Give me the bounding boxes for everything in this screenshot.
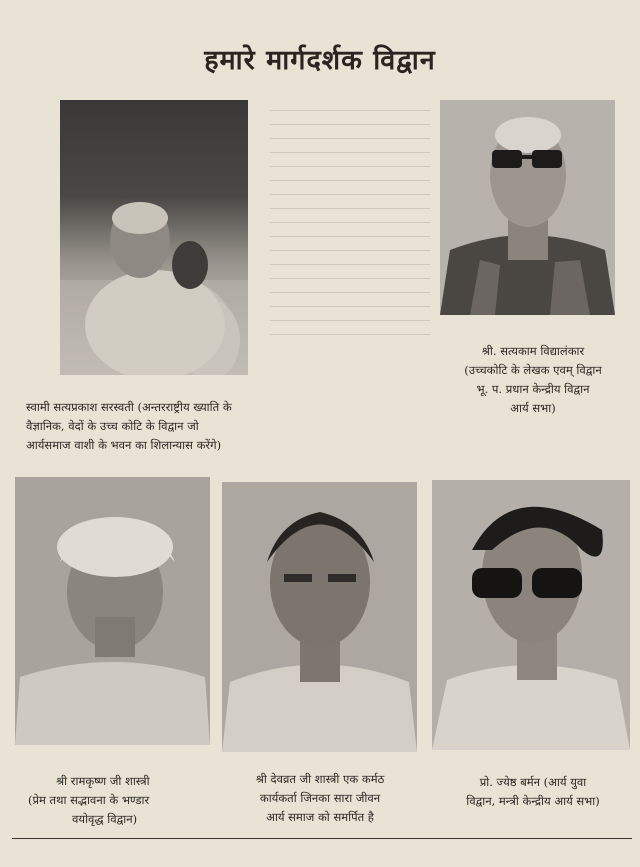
caption-satyakam-vidyalankar: श्री. सत्यकाम विद्यालंकार (उच्चकोटि के लेखक एवम् विद्वान भू. प. प्रधान केन्द्रीय विद्वान आर्य सभा) [464, 344, 602, 415]
portrait-swami-satyaprakash [60, 100, 248, 375]
bleed-through-text [270, 110, 430, 340]
portrait-ramkrishna-shastri [15, 477, 210, 745]
portrait-satyakam-vidyalankar [440, 100, 615, 315]
caption-ramkrishna-shastri: श्री रामकृष्ण जी शास्त्री (प्रेम तथा सद्भावना के भण्डार वयोवृद्ध विद्वान) [28, 774, 150, 826]
caption-jyeshtha-barman: प्रो. ज्येष्ठ बर्मन (आर्य युवा विद्वान, मन्त्री केन्द्रीय आर्य सभा) [466, 775, 600, 808]
page-title: हमारे मार्गदर्शक विद्वान [204, 45, 436, 76]
portrait-devvrat-shastri [222, 482, 417, 752]
portrait-jyeshtha-barman [432, 480, 630, 750]
bottom-rule [12, 838, 632, 839]
caption-devvrat-shastri: श्री देवव्रत जी शास्त्री एक कर्मठ कार्यकर्ता जिनका सारा जीवन आर्य समाज को समर्पित है [255, 772, 385, 824]
caption-swami-satyaprakash: स्वामी सत्यप्रकाश सरस्वती (अन्तरराष्ट्रीय ख्याति के वैज्ञानिक, वेदों के उच्च कोटि के विद्वान जो आर्यसमाज वाशी के भवन का शिलान्यास करेंगे) [26, 400, 232, 452]
